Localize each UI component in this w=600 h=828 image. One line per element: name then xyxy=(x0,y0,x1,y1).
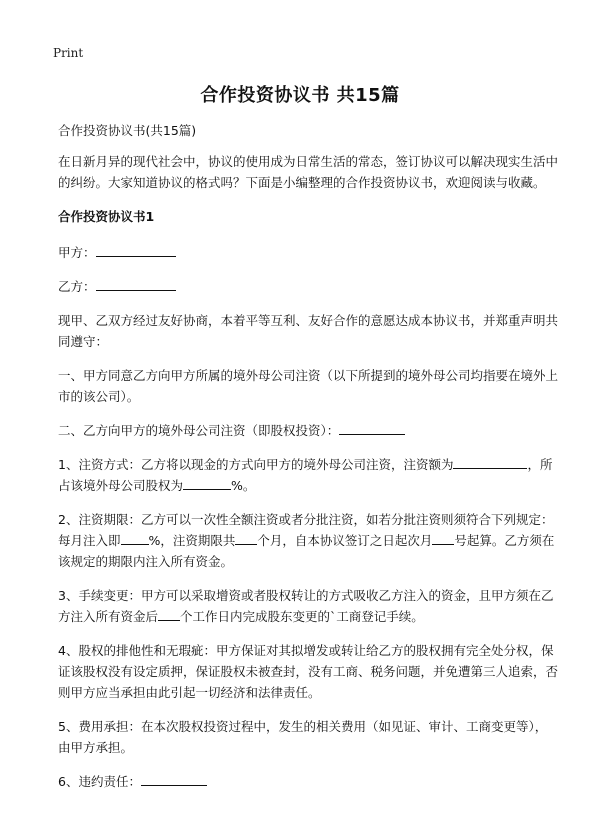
item-2-text-c: 个月，自本协议签订之日起次月 xyxy=(257,533,433,548)
item-2-day-blank xyxy=(432,532,454,545)
item-6-text: 6、违约责任： xyxy=(58,774,141,789)
item-2-text-b: %，注资期限共 xyxy=(148,533,236,548)
page-title: 合作投资协议书 共15篇 xyxy=(200,85,400,106)
item-1-amount-blank xyxy=(453,456,527,469)
item-5: 5、费用承担：在本次股权投资过程中，发生的相关费用（如见证、审计、工商变更等），由甲方承担。 xyxy=(58,719,548,755)
item-2-text-d: 号起算。乙方须在该规定的期限内注入所有资金。 xyxy=(58,533,555,569)
clause-1: 一、甲方同意乙方向甲方所属的境外母公司注资（以下所提到的境外母公司均指要在境外上市的该公司）。 xyxy=(58,368,559,404)
item-1 xyxy=(58,454,558,496)
item-1-text-a: 1、注资方式：乙方将以现金的方式向甲方的境外母公司注资，注资额为 xyxy=(58,457,454,472)
clause-2 xyxy=(58,420,558,441)
print-link[interactable]: Print xyxy=(53,46,84,60)
item-2-months-blank xyxy=(235,532,257,545)
item-2 xyxy=(58,509,558,572)
item-6-blank xyxy=(141,773,207,786)
clause-2-text: 二、乙方向甲方的境外母公司注资（即股权投资）： xyxy=(58,423,340,438)
item-1-percent-blank xyxy=(183,477,231,490)
party-a-blank xyxy=(96,244,176,257)
party-b-label: 乙方： xyxy=(58,279,96,294)
party-a-label: 甲方： xyxy=(58,245,96,260)
item-3-days-blank xyxy=(158,608,180,621)
item-1-text-b: ，所占该境外母公司股权为 xyxy=(58,457,553,493)
item-2-percent-blank xyxy=(121,532,149,545)
item-2-text-a: 2、注资期限：乙方可以一次性全额注资或者分批注资，如若分批注资则须符合下列规定：每月注入即 xyxy=(58,512,554,548)
item-3 xyxy=(58,585,558,627)
party-b-blank xyxy=(96,278,176,291)
item-3-text-b: 个工作日内完成股东变更的`工商登记手续。 xyxy=(180,609,424,624)
item-4: 4、股权的排他性和无瑕疵：甲方保证对其拟增发或转让给乙方的股权拥有完全处分权，保证该股权没有设定质押，保证股权未被查封，没有工商、税务问题，并免遭第三人追索，否则甲方应当承担由此引起一切经济和法律责任。 xyxy=(58,643,559,700)
party-a-line xyxy=(58,242,558,263)
intro-paragraph: 在日新月异的现代社会中，协议的使用成为日常生活的常态，签订协议可以解决现实生活中的纠纷。大家知道协议的格式吗？下面是小编整理的合作投资协议书，欢迎阅读与收藏。 xyxy=(58,154,559,190)
party-b-line xyxy=(58,276,558,297)
item-3-text-a: 3、手续变更：甲方可以采取增资或者股权转让的方式吸收乙方注入的资金，且甲方须在乙方注入所有资金后 xyxy=(58,588,554,624)
preamble-paragraph: 现甲、乙双方经过友好协商，本着平等互利、友好合作的意愿达成本协议书，并郑重声明共同遵守： xyxy=(58,313,559,349)
document-subtitle: 合作投资协议书(共15篇) xyxy=(58,123,197,138)
section-heading: 合作投资协议书1 xyxy=(58,209,155,224)
item-1-text-c: %。 xyxy=(231,478,256,493)
document-body xyxy=(58,120,558,805)
item-6 xyxy=(58,771,558,792)
clause-2-blank xyxy=(339,422,405,435)
